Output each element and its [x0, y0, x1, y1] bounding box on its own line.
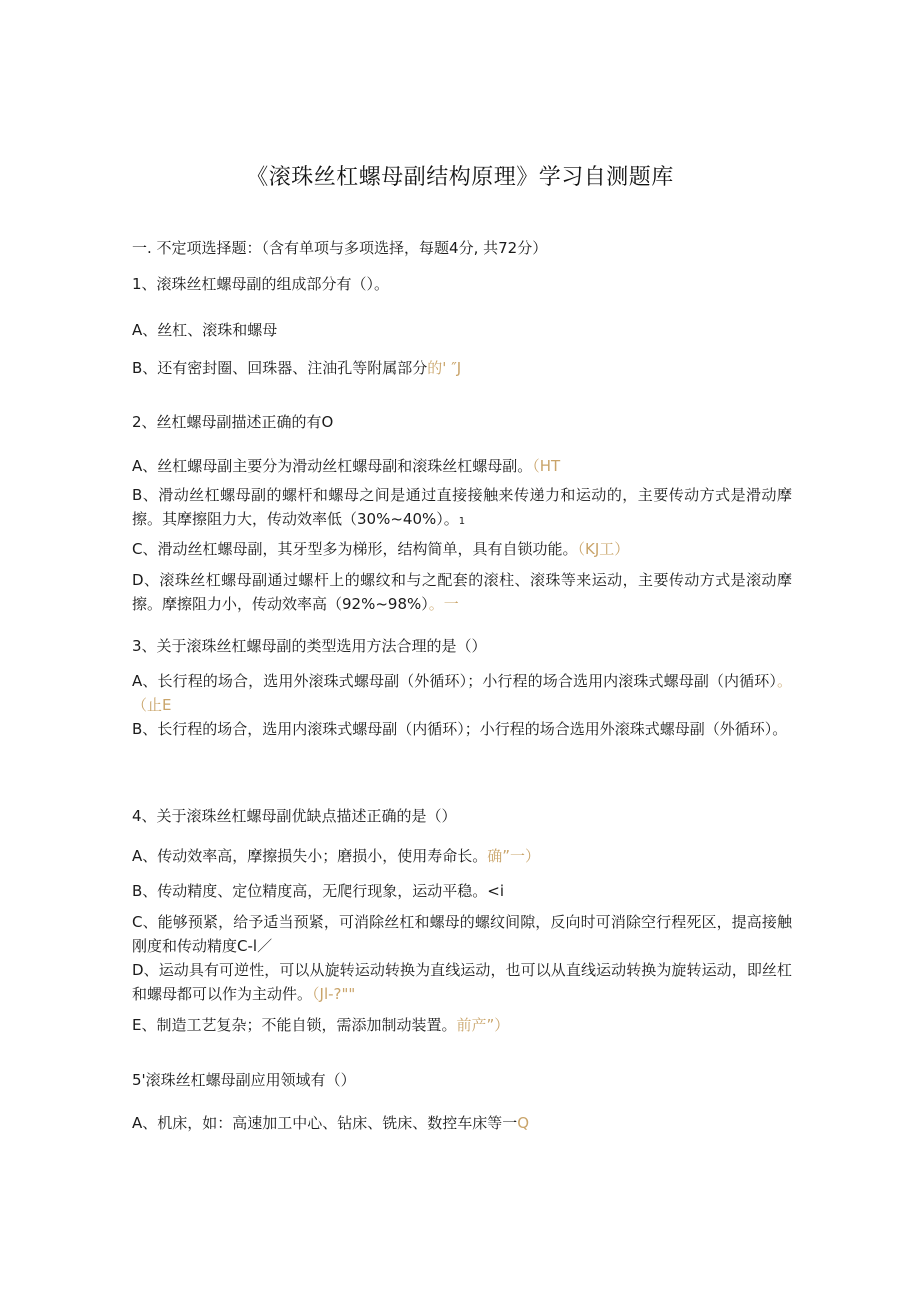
question-3-option-a: [132, 669, 792, 717]
option-text: D、运动具有可逆性，可以从旋转运动转换为直线运动，也可以从直线运动转换为旋转运动，即丝杠和螺母都可以作为主动件。: [132, 961, 792, 1003]
question-3-stem: 3、关于滚珠丝杠螺母副的类型选用方法合理的是（）: [132, 637, 487, 655]
question-2-option-a: [132, 454, 792, 478]
question-1-option-b: [132, 356, 792, 380]
question-3-option-b: [132, 717, 792, 741]
option-text: A、机床，如：高速加工中心、钻床、铣床、数控车床等一: [132, 1114, 518, 1132]
option-text: D、滚珠丝杠螺母副通过螺杆上的螺纹和与之配套的滚柱、滚珠等来运动，主要传动方式是滚动摩擦。摩擦阻力小，传动效率高（92%~98%）: [132, 571, 792, 613]
answer-mark: 前产”）: [456, 1016, 510, 1034]
question-1-stem: 1、滚珠丝杠螺母副的组成部分有（）。: [132, 275, 390, 293]
question-4-stem: 4、关于滚珠丝杠螺母副优缺点描述正确的是（）: [132, 807, 457, 825]
question-2-option-c: [132, 537, 792, 561]
answer-mark: 。一: [428, 595, 459, 613]
answer-mark: （HT: [532, 457, 561, 475]
question-2-option-d: [132, 568, 792, 616]
answer-mark: C-l／: [237, 937, 273, 955]
option-text: B、传动精度、定位精度高，无爬行现象，运动平稳。: [132, 882, 488, 900]
option-text: A、丝杠螺母副主要分为滑动丝杠螺母副和滚珠丝杠螺母副。: [132, 457, 533, 475]
question-2-option-b: [132, 483, 792, 534]
answer-mark: 。（止E: [132, 672, 792, 714]
answer-mark: <i: [487, 882, 505, 900]
option-text: E、制造工艺复杂；不能自锁，需添加制动装置。: [132, 1016, 457, 1034]
question-4-option-a: [132, 844, 792, 868]
option-text: A、丝杠、滚珠和螺母: [132, 321, 278, 339]
option-text: B、长行程的场合，选用内滚珠式螺母副（内循环）；小行程的场合选用外滚珠式螺母副（外循环）。: [132, 720, 788, 738]
option-text: A、长行程的场合，选用外滚珠式螺母副（外循环）；小行程的场合选用内滚珠式螺母副（内循环）: [132, 672, 777, 690]
answer-mark: （Jl-?"": [312, 985, 356, 1003]
option-text: C、能够预紧，给予适当预紧，可消除丝杠和螺母的螺纹间隙，反向时可消除空行程死区，提高接触刚度和传动精度: [132, 913, 792, 955]
question-5-option-a: [132, 1111, 792, 1135]
answer-mark: （KJ工）: [577, 540, 630, 558]
section-heading: 一. 不定项选择题：（含有单项与多项选择，每题4分, 共72分）: [132, 239, 548, 257]
answer-mark: 的' ″J: [427, 359, 462, 377]
question-5-stem: 5'滚珠丝杠螺母副应用领域有（）: [132, 1071, 356, 1089]
answer-mark: Q: [517, 1114, 530, 1132]
option-text: B、还有密封圈、回珠器、注油孔等附属部分: [132, 359, 428, 377]
question-1-option-a: [132, 318, 792, 342]
option-text: C、滑动丝杠螺母副，其牙型多为梯形，结构简单，具有自锁功能。: [132, 540, 578, 558]
question-4-option-c: [132, 910, 792, 958]
answer-mark: 1: [458, 516, 466, 527]
question-4-option-b: [132, 879, 792, 903]
question-4-option-e: [132, 1013, 792, 1037]
document-title: 《滚珠丝杠螺母副结构原理》学习自测题库: [246, 165, 674, 190]
answer-mark: 确”一）: [487, 847, 541, 865]
option-text: B、滑动丝杠螺母副的螺杆和螺母之间是通过直接接触来传递力和运动的，主要传动方式是滑动摩擦。其摩擦阻力大，传动效率低（30%~40%）。: [132, 486, 792, 528]
option-text: A、传动效率高，摩擦损失小；磨损小，使用寿命长。: [132, 847, 488, 865]
question-2-stem: 2、丝杠螺母副描述正确的有O: [132, 413, 334, 431]
question-4-option-d: [132, 958, 792, 1006]
